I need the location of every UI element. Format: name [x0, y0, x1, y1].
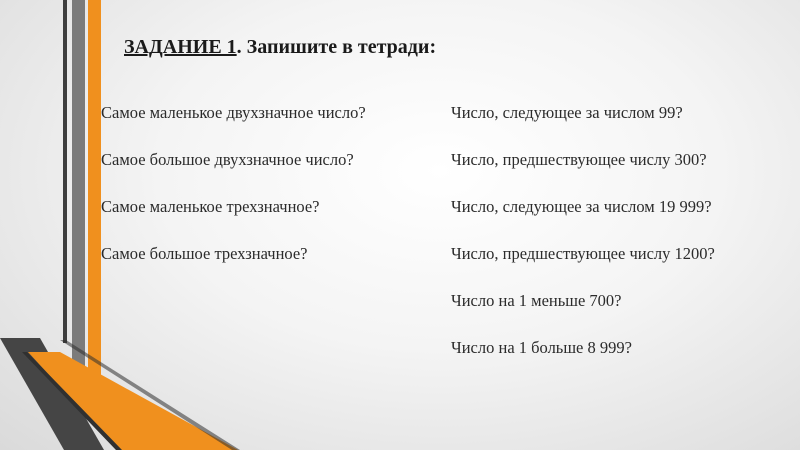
left-question-list	[101, 103, 366, 291]
question-item: Число на 1 больше 8 999?	[451, 338, 632, 357]
question-item: Число на 1 меньше 700?	[451, 291, 622, 310]
orange-stripe	[88, 0, 101, 386]
question-item: Число, следующее за числом 99?	[451, 103, 683, 122]
title-instruction: . Запишите в тетради:	[236, 36, 437, 58]
question-item: Самое большое трехзначное?	[101, 244, 308, 263]
title-task-number: ЗАДАНИЕ 1	[124, 36, 237, 58]
question-item: Самое большое двухзначное число?	[101, 150, 354, 169]
question-item: Число, следующее за числом 19 999?	[451, 197, 712, 216]
question-item: Самое маленькое двухзначное число?	[101, 103, 366, 122]
grey-stripe	[72, 0, 85, 375]
question-item: Число, предшествующее числу 300?	[451, 150, 707, 169]
dark-stripe-thin	[63, 0, 67, 343]
slide-title	[124, 36, 436, 59]
question-item: Самое маленькое трехзначное?	[101, 197, 320, 216]
question-item: Число, предшествующее числу 1200?	[451, 244, 715, 263]
right-question-list	[451, 103, 715, 385]
